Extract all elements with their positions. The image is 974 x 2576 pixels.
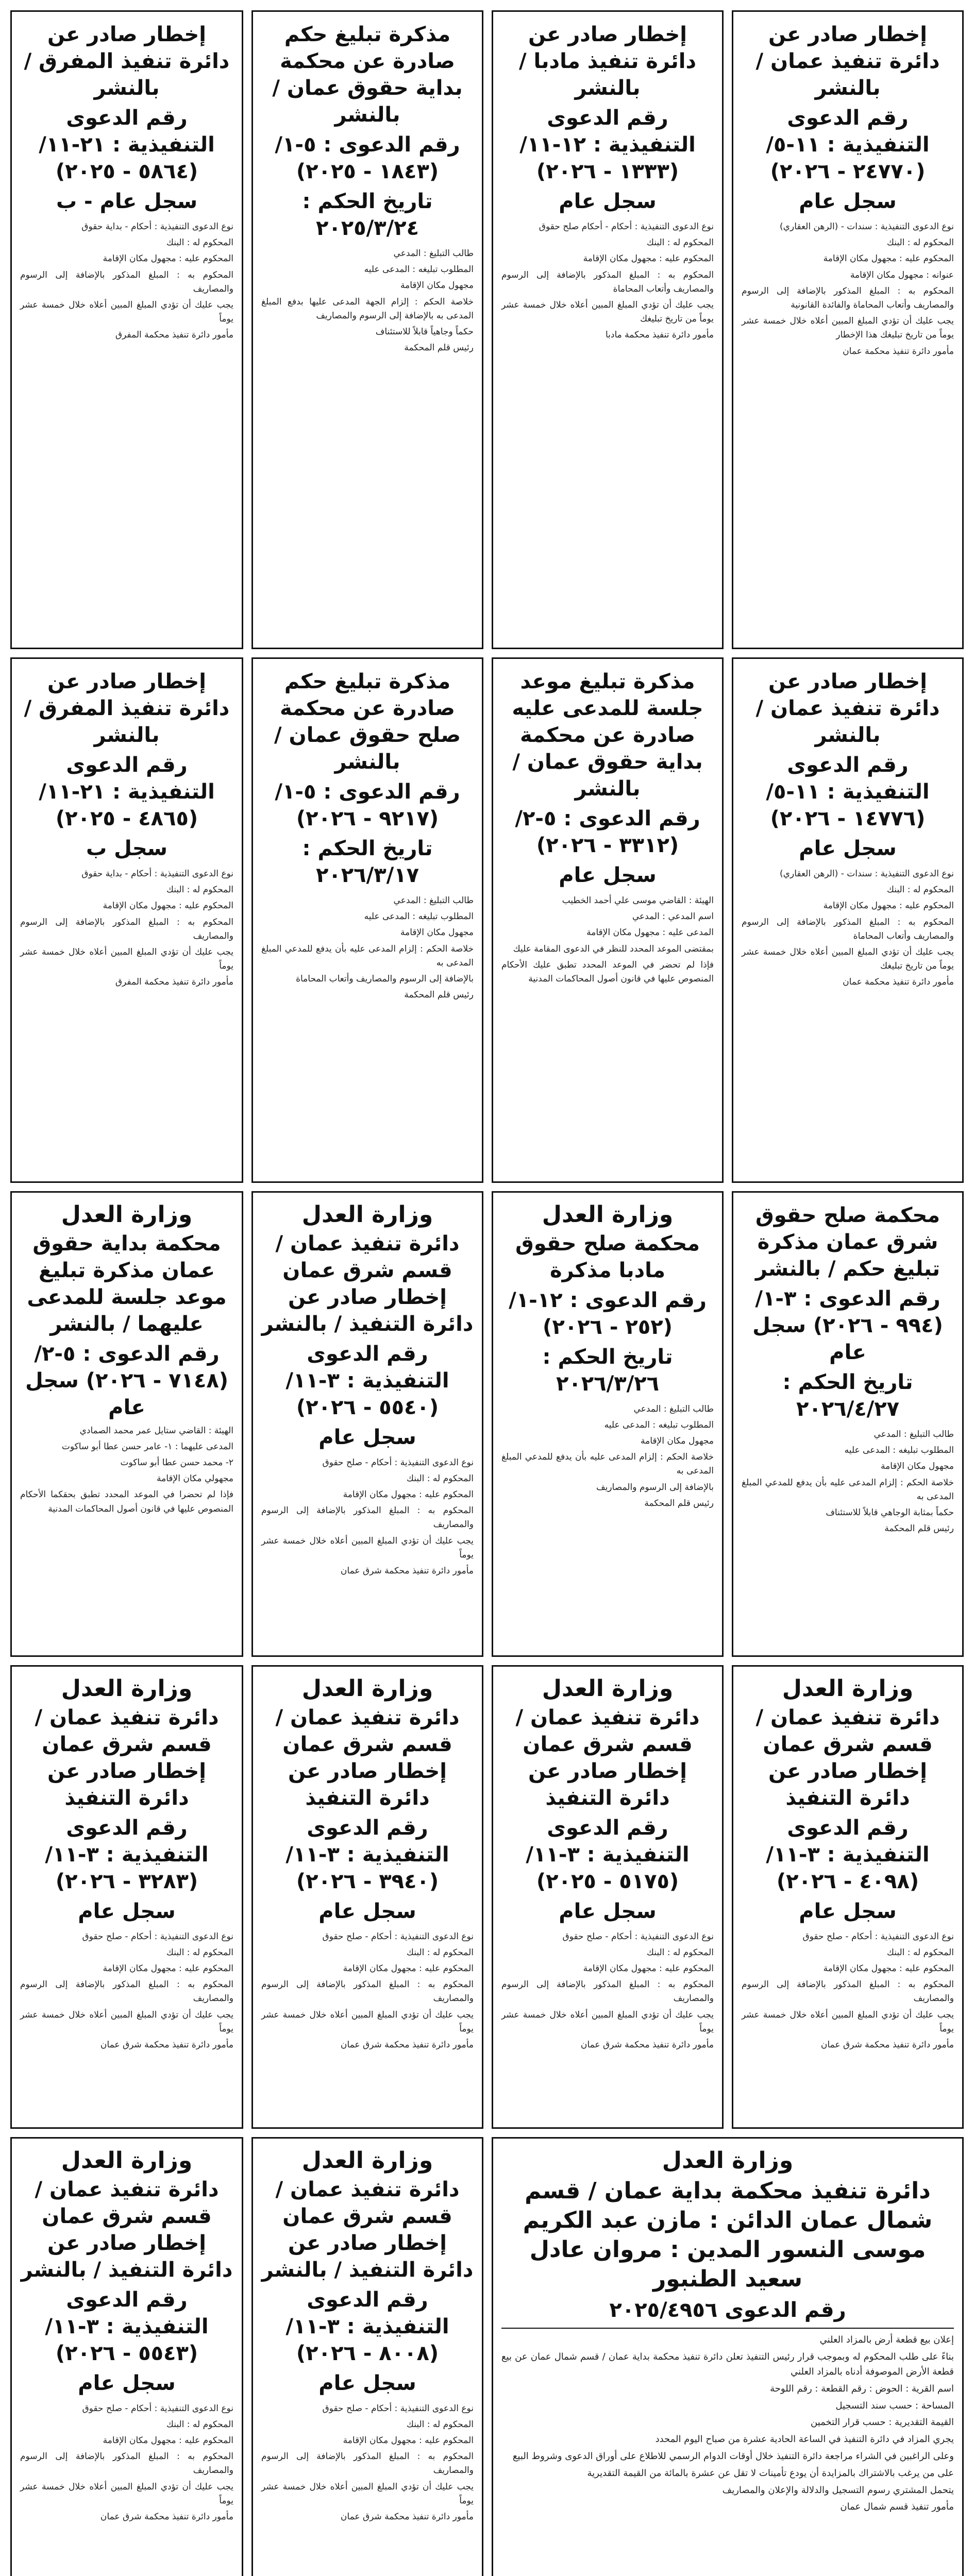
judgment-date: تاريخ الحكم : ٢٠٢٦/٣/١٧ xyxy=(302,837,433,887)
notice-body: إعلان بيع قطعة أرض بالمزاد العلني بناءً على طلب المحكوم له وبموجب قرار رئيس التنفيذ تعلن دائرة تنفيذ محكمة بداية عمان / قسم شمال عمان عن بيع قطعة الأرض الموصوفة أدناه بالمزاد العلني اسم القرية : الحوض : رقم القطعة : رقم اللوحة المساحة : حسب سند التسجيل القيمة التقديرية : حسب قرار التخمين يجري المزاد في دائرة التنفيذ في الساعة الحادية عشرة من صباح اليوم المحدد وعلى الراغبين في الشراء مراجعة دائرة التنفيذ خلال أوقات الدوام الرسمي للاطلاع على أوراق الدعوى وشروط البيع على من يرغب بالاشتراك بالمزايدة أن يودع تأمينات لا تقل عن عشرة بالمائة من القيمة التقديرية يتحمل المشتري رسوم التسجيل والدلالة والإعلان والمصاريف مأمور تنفيذ قسم شمال عمان xyxy=(501,2334,954,2513)
notice-body: نوع الدعوى التنفيذية : أحكام - صلح حقوق المحكوم له : البنك المحكوم عليه : مجهول مكان الإقامة المحكوم به : المبلغ المذكور بالإضافة إلى الرسوم والمصاريف يجب عليك أن تؤدي المبلغ المبين أعلاه خلال خمسة عشر يوماً مأمور دائرة تنفيذ محكمة شرق عمان xyxy=(261,1931,474,2050)
notice-heading: مذكرة تبليغ حكم صادرة عن محكمة بداية حقوق عمان / بالنشر xyxy=(272,23,463,127)
notice-9 xyxy=(732,1191,964,1657)
notice-1 xyxy=(732,10,964,649)
notice-2 xyxy=(492,10,724,649)
notice-body: طالب التبليغ : المدعي المطلوب تبليغه : المدعى عليه مجهول مكان الإقامة خلاصة الحكم : إلزام المدعى عليه بأن يدفع للمدعي المبلغ المدعى به بالإضافة إلى الرسوم والمصاريف رئيس قلم المحكمة xyxy=(501,1403,714,1509)
case-number: رقم الدعوى : ٥-١/ (٩٢١٧ - ٢٠٢٦) xyxy=(275,780,460,831)
case-number: رقم الدعوى ٢٠٢٥/٤٩٥٦ xyxy=(609,2298,846,2323)
notice-body: نوع الدعوى التنفيذية : أحكام - صلح حقوق المحكوم له : البنك المحكوم عليه : مجهول مكان الإقامة المحكوم به : المبلغ المذكور بالإضافة إلى الرسوم والمصاريف يجب عليك أن تؤدي المبلغ المبين أعلاه خلال خمسة عشر يوماً مأمور دائرة تنفيذ محكمة شرق عمان xyxy=(742,1931,954,2050)
record-label: سجل عام xyxy=(559,1899,657,1923)
notice-body: طالب التبليغ : المدعي المطلوب تبليغه : المدعى عليه مجهول مكان الإقامة خلاصة الحكم : إلزام المدعى عليه بأن يدفع للمدعي المبلغ المدعى به حكماً بمثابة الوجاهي قابلاً للاستئناف رئيس قلم المحكمة xyxy=(742,1429,954,1534)
notice-7 xyxy=(251,657,483,1183)
notice-body: طالب التبليغ : المدعي المطلوب تبليغه : المدعى عليه مجهول مكان الإقامة خلاصة الحكم : إلزام المدعى عليه بأن يدفع للمدعي المبلغ المدعى به بالإضافة إلى الرسوم والمصاريف وأتعاب المحاماة رئيس قلم المحكمة xyxy=(261,895,474,1001)
ministry-name: وزارة العدل xyxy=(301,1201,433,1228)
record-label: سجل عام xyxy=(799,1899,897,1923)
ministry-name: وزارة العدل xyxy=(301,2147,433,2174)
judgment-date: تاريخ الحكم : ٢٠٢٦/٤/٢٧ xyxy=(782,1370,913,1421)
judgment-date: تاريخ الحكم : ٢٠٢٥/٣/٢٤ xyxy=(302,190,433,240)
notice-body: نوع الدعوى التنفيذية : أحكام - صلح حقوق المحكوم له : البنك المحكوم عليه : مجهول مكان الإقامة المحكوم به : المبلغ المذكور بالإضافة إلى الرسوم والمصاريف يجب عليك أن تؤدي المبلغ المبين أعلاه خلال خمسة عشر يوماً مأمور دائرة تنفيذ محكمة شرق عمان xyxy=(20,1931,233,2050)
notice-heading: دائرة تنفيذ محكمة بداية عمان / قسم شمال عمان الدائن : مازن عبد الكريم موسى النسور المدين : مروان عادل سعيد الطنبور xyxy=(523,2177,933,2293)
notice-heading: محكمة صلح حقوق شرق عمان مذكرة تبليغ حكم / بالنشر xyxy=(755,1204,941,1281)
notice-body: نوع الدعوى التنفيذية : أحكام - بداية حقوق المحكوم له : البنك المحكوم عليه : مجهول مكان الإقامة المحكوم به : المبلغ المذكور بالإضافة إلى الرسوم والمصاريف يجب عليك أن تؤدي المبلغ المبين أعلاه خلال خمسة عشر يوماً مأمور دائرة تنفيذ محكمة المفرق xyxy=(20,222,233,341)
record-label: سجل عام xyxy=(559,863,657,887)
notice-16 xyxy=(10,1665,243,2129)
case-number: رقم الدعوى التنفيذية : ٣-١١/ (٣٩٤٠ - ٢٠٢٦) xyxy=(286,1816,449,1893)
record-label: سجل عام xyxy=(799,837,897,860)
notice-body: نوع الدعوى التنفيذية : أحكام - بداية حقوق المحكوم له : البنك المحكوم عليه : مجهول مكان الإقامة المحكوم به : المبلغ المذكور بالإضافة إلى الرسوم والمصاريف يجب عليك أن تؤدي المبلغ المبين أعلاه خلال خمسة عشر يوماً مأمور دائرة تنفيذ محكمة المفرق xyxy=(20,869,233,988)
case-number: رقم الدعوى : ٣-١/ (٩٩٤ - ٢٠٢٦) سجل عام xyxy=(752,1287,943,1364)
notice-heading: إخطار صادر عن دائرة تنفيذ مادبا / بالنشر xyxy=(518,23,697,100)
notice-14 xyxy=(492,1665,724,2129)
case-number: رقم الدعوى التنفيذية : ١٢-١١/ (١٣٣٣ - ٢٠٢٦) xyxy=(519,106,696,183)
case-number: رقم الدعوى التنفيذية : ٢١-١١/ (٤٨٦٥ - ٢٠٢٥) xyxy=(39,753,215,831)
ministry-name: وزارة العدل xyxy=(61,1675,193,1702)
ministry-name: وزارة العدل xyxy=(542,1675,674,1702)
record-label: سجل عام xyxy=(559,190,657,213)
notice-heading: مذكرة تبليغ حكم صادرة عن محكمة صلح حقوق عمان / بالنشر xyxy=(274,670,461,774)
notice-6 xyxy=(492,657,724,1183)
case-number: رقم الدعوى : ١٢-١/ (٢٥٢ - ٢٠٢٦) xyxy=(509,1288,707,1339)
ministry-name: وزارة العدل xyxy=(782,1675,914,1702)
ministry-name: وزارة العدل xyxy=(662,2147,794,2174)
notice-heading: دائرة تنفيذ عمان / قسم شرق عمان إخطار صادر عن دائرة التنفيذ xyxy=(35,1705,219,1810)
notice-body: نوع الدعوى التنفيذية : أحكام - صلح حقوق المحكوم له : البنك المحكوم عليه : مجهول مكان الإقامة المحكوم به : المبلغ المذكور بالإضافة إلى الرسوم والمصاريف يجب عليك أن تؤدي المبلغ المبين أعلاه خلال خمسة عشر يوماً مأمور دائرة تنفيذ محكمة شرق عمان xyxy=(261,1457,474,1576)
case-number: رقم الدعوى التنفيذية : ٣-١١/ (٥٥٤٣ - ٢٠٢٦) xyxy=(45,2287,209,2365)
notice-body: نوع الدعوى التنفيذية : أحكام - أحكام صلح حقوق المحكوم له : البنك المحكوم عليه : مجهول مكان الإقامة المحكوم به : المبلغ المذكور بالإضافة إلى الرسوم والمصاريف وأتعاب المحاماة يجب عليك أن تؤدي المبلغ المبين أعلاه خلال خمسة عشر يوماً من تاريخ تبليغك مأمور دائرة تنفيذ محكمة مادبا xyxy=(501,222,714,341)
notice-11 xyxy=(251,1191,483,1657)
notice-body: طالب التبليغ : المدعي المطلوب تبليغه : المدعى عليه مجهول مكان الإقامة خلاصة الحكم : إلزام الجهة المدعى عليها بدفع المبلغ المدعى به بالإضافة إلى الرسوم والمصاريف حكماً وجاهياً قابلاً للاستئناف رئيس قلم المحكمة xyxy=(261,248,474,353)
ministry-name: وزارة العدل xyxy=(301,1675,433,1702)
case-number: رقم الدعوى : ٥-١/ (١٨٤٣ - ٢٠٢٥) xyxy=(275,133,460,183)
notice-body: الهيئة : القاضي موسى علي أحمد الخطيب اسم المدعي : المدعي المدعى عليه : مجهول مكان الإقامة بمقتضى الموعد المحدد للنظر في الدعوى المقامة عليك فإذا لم تحضر في الموعد المحدد تطبق عليك الأحكام المنصوص عليها في قانون أصول المحاكمات المدنية xyxy=(501,895,714,984)
notice-5 xyxy=(732,657,964,1183)
ministry-name: وزارة العدل xyxy=(61,1201,193,1228)
notice-4 xyxy=(10,10,243,649)
case-number: رقم الدعوى : ٥-٢/ (٣٣١٢ - ٢٠٢٦) xyxy=(515,807,700,857)
notice-18 xyxy=(251,2137,483,2576)
notice-heading: محكمة بداية حقوق عمان مذكرة تبليغ موعد جلسة للمدعى عليهما / بالنشر xyxy=(27,1231,227,1336)
divider xyxy=(501,2328,954,2329)
case-number: رقم الدعوى التنفيذية : ١١-٥/ (٢٤٧٧٠ - ٢٠٢٦) xyxy=(766,106,930,183)
notice-heading: دائرة تنفيذ عمان / قسم شرق عمان إخطار صادر عن دائرة التنفيذ / بالنشر xyxy=(261,1231,474,1336)
notice-body: نوع الدعوى التنفيذية : سندات - (الرهن العقاري) المحكوم له : البنك المحكوم عليه : مجهول مكان الإقامة المحكوم به : المبلغ المذكور بالإضافة إلى الرسوم والمصاريف وأتعاب المحاماة يجب عليك أن تؤدي المبلغ المبين أعلاه خلال خمسة عشر يوماً من تاريخ تبليغك مأمور دائرة تنفيذ محكمة عمان xyxy=(742,869,954,988)
record-label: سجل ب xyxy=(86,837,167,860)
case-number: رقم الدعوى التنفيذية : ٣-١١/ (٤٠٩٨ - ٢٠٢٦) xyxy=(766,1816,930,1893)
notice-heading: مذكرة تبليغ موعد جلسة للمدعى عليه صادرة عن محكمة بداية حقوق عمان / بالنشر xyxy=(512,670,703,801)
notice-8 xyxy=(10,657,243,1183)
notice-10 xyxy=(492,1191,724,1657)
record-label: سجل عام xyxy=(318,1899,416,1923)
ministry-name: وزارة العدل xyxy=(542,1201,674,1228)
case-number: رقم الدعوى التنفيذية : ٣-١١/ (٣٢٨٣ - ٢٠٢٦) xyxy=(45,1816,209,1893)
notice-body: نوع الدعوى التنفيذية : سندات - (الرهن العقاري) المحكوم له : البنك المحكوم عليه : مجهول مكان الإقامة عنوانه : مجهول مكان الإقامة المحكوم به : المبلغ المذكور بالإضافة إلى الرسوم والمصاريف وأتعاب المحاماة والفائدة القانونية يجب عليك أن تؤدي المبلغ المبين أعلاه خلال خمسة عشر يوماً من تاريخ تبليغك هذا الإخطار مأمور دائرة تنفيذ محكمة عمان xyxy=(742,222,954,357)
notice-12 xyxy=(10,1191,243,1657)
record-label: سجل عام xyxy=(318,1425,416,1449)
notice-heading: دائرة تنفيذ عمان / قسم شرق عمان إخطار صادر عن دائرة التنفيذ / بالنشر xyxy=(21,2177,233,2282)
case-number: رقم الدعوى التنفيذية : ١١-٥/ (١٤٧٧٦ - ٢٠٢٦) xyxy=(766,753,930,831)
record-label: سجل عام xyxy=(799,190,897,213)
record-label: سجل عام xyxy=(78,2371,176,2395)
notice-heading: إخطار صادر عن دائرة تنفيذ عمان / بالنشر xyxy=(755,670,940,747)
judgment-date: تاريخ الحكم : ٢٠٢٦/٣/٢٦ xyxy=(542,1345,673,1396)
ministry-name: وزارة العدل xyxy=(61,2147,193,2174)
notice-heading: دائرة تنفيذ عمان / قسم شرق عمان إخطار صادر عن دائرة التنفيذ / بالنشر xyxy=(261,2177,474,2282)
notice-heading: دائرة تنفيذ عمان / قسم شرق عمان إخطار صادر عن دائرة التنفيذ xyxy=(515,1705,700,1810)
case-number: رقم الدعوى التنفيذية : ٢١-١١/ (٥٨٦٤ - ٢٠٢٥) xyxy=(39,106,215,183)
notice-17-land-auction xyxy=(492,2137,964,2576)
notice-19 xyxy=(10,2137,243,2576)
notice-body: الهيئة : القاضي ستايل عمر محمد الصمادي المدعى عليهما : ١- عامر حسن عطا أبو ساكوت ٢- محمد حسن عطا أبو ساكوت مجهولي مكان الإقامة فإذا لم تحضرا في الموعد المحدد تطبق بحقكما الأحكام المنصوص عليها في قانون أصول المحاكمات المدنية xyxy=(20,1425,233,1514)
record-label: سجل عام - ب xyxy=(56,190,198,213)
notice-heading: إخطار صادر عن دائرة تنفيذ المفرق / بالنشر xyxy=(24,23,230,100)
case-number: رقم الدعوى التنفيذية : ٣-١١/ (٥٥٤٠ - ٢٠٢٦) xyxy=(286,1342,449,1419)
notice-body: نوع الدعوى التنفيذية : أحكام - صلح حقوق المحكوم له : البنك المحكوم عليه : مجهول مكان الإقامة المحكوم به : المبلغ المذكور بالإضافة إلى الرسوم والمصاريف يجب عليك أن تؤدي المبلغ المبين أعلاه خلال خمسة عشر يوماً مأمور دائرة تنفيذ محكمة شرق عمان xyxy=(261,2403,474,2522)
notice-heading: دائرة تنفيذ عمان / قسم شرق عمان إخطار صادر عن دائرة التنفيذ xyxy=(275,1705,460,1810)
notice-body: نوع الدعوى التنفيذية : أحكام - صلح حقوق المحكوم له : البنك المحكوم عليه : مجهول مكان الإقامة المحكوم به : المبلغ المذكور بالإضافة إلى الرسوم والمصاريف يجب عليك أن تؤدي المبلغ المبين أعلاه خلال خمسة عشر يوماً مأمور دائرة تنفيذ محكمة شرق عمان xyxy=(501,1931,714,2050)
notice-3 xyxy=(251,10,483,649)
record-label: سجل عام xyxy=(318,2371,416,2395)
notice-13 xyxy=(732,1665,964,2129)
notice-heading: إخطار صادر عن دائرة تنفيذ المفرق / بالنشر xyxy=(24,670,230,747)
case-number: رقم الدعوى : ٥-٢/ (٧١٤٨ - ٢٠٢٦) سجل عام xyxy=(25,1342,229,1419)
notice-grid xyxy=(10,10,964,2576)
notice-body: نوع الدعوى التنفيذية : أحكام - صلح حقوق المحكوم له : البنك المحكوم عليه : مجهول مكان الإقامة المحكوم به : المبلغ المذكور بالإضافة إلى الرسوم والمصاريف يجب عليك أن تؤدي المبلغ المبين أعلاه خلال خمسة عشر يوماً مأمور دائرة تنفيذ محكمة شرق عمان xyxy=(20,2403,233,2522)
case-number: رقم الدعوى التنفيذية : ٣-١١/ (٥١٧٥ - ٢٠٢٥) xyxy=(526,1816,690,1893)
case-number: رقم الدعوى التنفيذية : ٣-١١/ (٨٠٠٨ - ٢٠٢٦) xyxy=(286,2287,449,2365)
record-label: سجل عام xyxy=(78,1899,176,1923)
notice-heading: محكمة صلح حقوق مادبا مذكرة xyxy=(515,1231,700,1282)
notice-heading: دائرة تنفيذ عمان / قسم شرق عمان إخطار صادر عن دائرة التنفيذ xyxy=(755,1705,940,1810)
notice-15 xyxy=(251,1665,483,2129)
notice-heading: إخطار صادر عن دائرة تنفيذ عمان / بالنشر xyxy=(755,23,940,100)
